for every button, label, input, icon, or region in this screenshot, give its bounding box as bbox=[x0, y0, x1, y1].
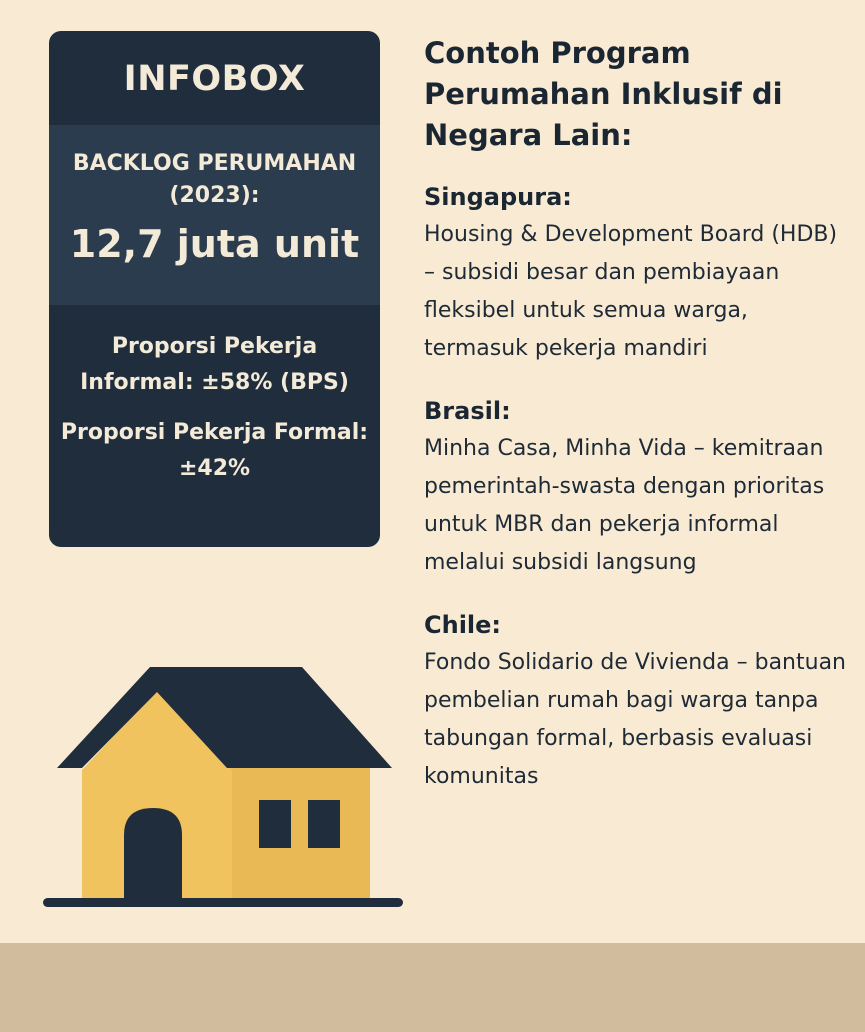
country-description: Fondo Solidario de Vivienda – bantuan pembelian rumah bagi warga tanpa tabungan formal, berbasis evaluasi komunitas bbox=[424, 650, 846, 789]
informal-worker-proportion: Proporsi Pekerja Informal: ±58% (BPS) bbox=[80, 334, 349, 395]
country-description: Housing & Development Board (HDB) – subsidi besar dan pembiayaan fleksibel untuk semua warga, termasuk pekerja mandiri bbox=[424, 222, 838, 361]
infobox-title: INFOBOX bbox=[123, 59, 306, 99]
country-brasil bbox=[424, 394, 854, 582]
formal-worker-proportion: Proporsi Pekerja Formal: ±42% bbox=[60, 420, 369, 481]
country-name: Singapura: bbox=[424, 183, 572, 211]
house-icon bbox=[40, 660, 410, 916]
country-name: Chile: bbox=[424, 611, 502, 639]
country-description: Minha Casa, Minha Vida – kemitraan pemerintah-swasta dengan prioritas untuk MBR dan pekerja informal melalui subsidi langsung bbox=[424, 436, 825, 575]
programs-section bbox=[424, 33, 854, 796]
backlog-label: BACKLOG PERUMAHAN (2023): bbox=[72, 151, 357, 208]
infobox bbox=[49, 31, 380, 547]
country-singapura bbox=[424, 180, 854, 368]
programs-heading: Contoh Program Perumahan Inklusif di Negara Lain: bbox=[424, 36, 783, 152]
worker-proportions bbox=[49, 305, 380, 487]
ground-band bbox=[0, 943, 865, 1032]
backlog-value: 12,7 juta unit bbox=[69, 222, 360, 266]
country-name: Brasil: bbox=[424, 397, 511, 425]
country-chile bbox=[424, 608, 854, 796]
backlog-stat bbox=[49, 125, 380, 305]
